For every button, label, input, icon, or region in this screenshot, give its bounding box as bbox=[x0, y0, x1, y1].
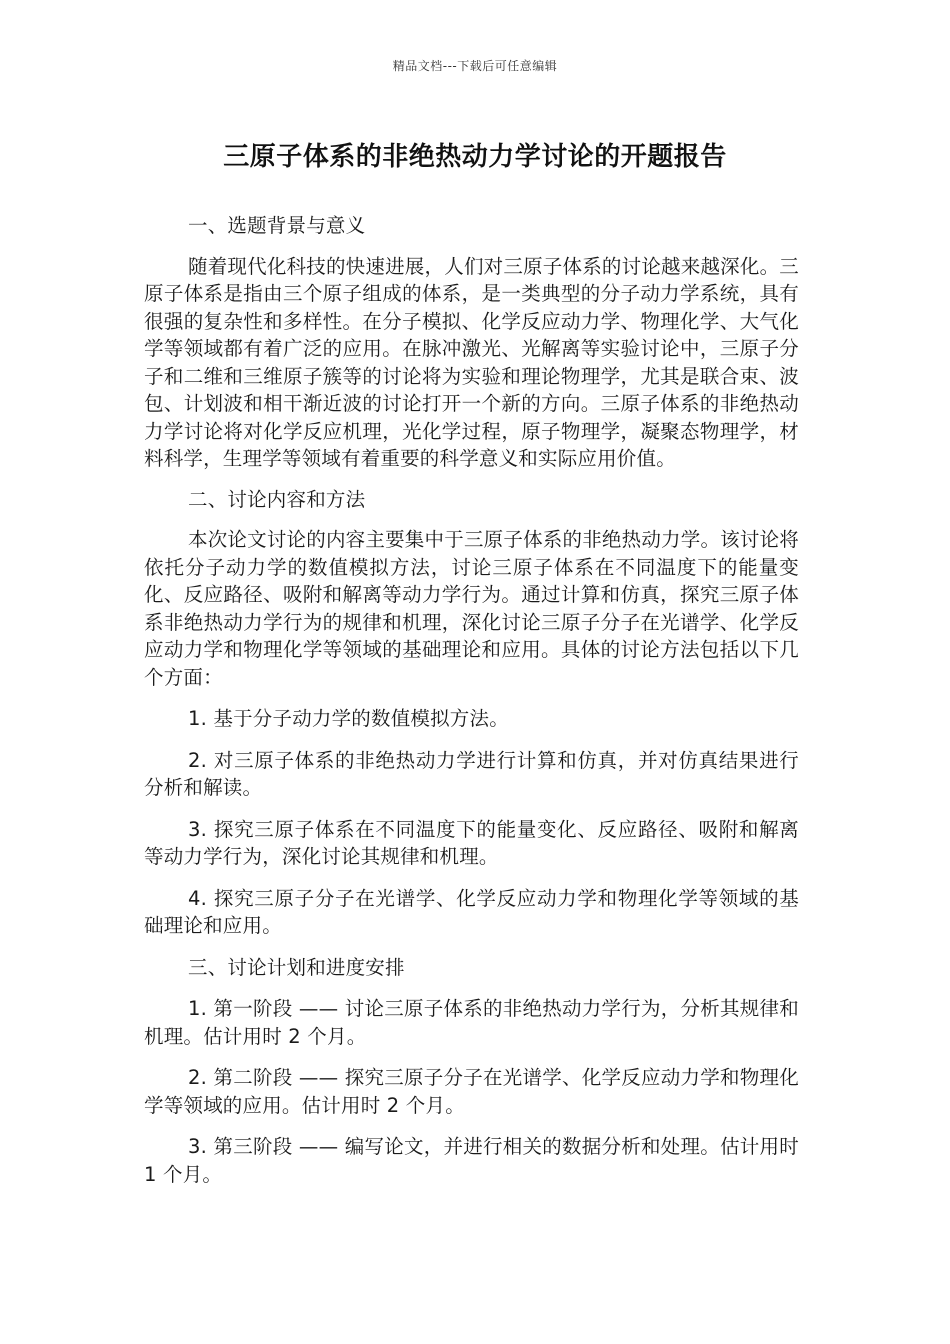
list-item-method-4: 4. 探究三原子分子在光谱学、化学反应动力学和物理化学等领域的基础理论和应用。 bbox=[144, 886, 799, 937]
list-item-phase-2: 2. 第二阶段 —— 探究三原子分子在光谱学、化学反应动力学和物理化学等领域的应用。估计用时 2 个月。 bbox=[144, 1066, 799, 1117]
list-item-phase-1: 1. 第一阶段 —— 讨论三原子体系的非绝热动力学行为，分析其规律和机理。估计用时 2 个月。 bbox=[144, 997, 799, 1048]
paragraph-background: 随着现代化科技的快速进展，人们对三原子体系的讨论越来越深化。三原子体系是指由三个原子组成的体系，是一类典型的分子动力学系统，具有很强的复杂性和多样性。在分子模拟、化学反应动力学、物理化学、大气化学等领域都有着广泛的应用。在脉冲激光、光解离等实验讨论中，三原子分子和二维和三维原子簇等的讨论将为实验和理论物理学，尤其是联合束、波包、计划波和相干渐近波的讨论打开一个新的方向。三原子体系的非绝热动力学讨论将对化学反应机理，光化学过程，原子物理学，凝聚态物理学，材料科学，生理学等领域有着重要的科学意义和实际应用价值。 bbox=[144, 254, 799, 470]
list-item-method-1: 1. 基于分子动力学的数值模拟方法。 bbox=[188, 707, 509, 730]
list-item-method-3: 3. 探究三原子体系在不同温度下的能量变化、反应路径、吸附和解离等动力学行为，深化讨论其规律和机理。 bbox=[144, 817, 799, 868]
paragraph-content-intro: 本次论文讨论的内容主要集中于三原子体系的非绝热动力学。该讨论将依托分子动力学的数值模拟方法，讨论三原子体系在不同温度下的能量变化、反应路径、吸附和解离等动力学行为。通过计算和仿真，探究三原子体系非绝热动力学行为的规律和机理，深化讨论三原子分子在光谱学、化学反应动力学和物理化学等领域的基础理论和应用。具体的讨论方法包括以下几个方面： bbox=[144, 528, 799, 689]
section-heading-plan: 三、讨论计划和进度安排 bbox=[188, 955, 405, 979]
document-title: 三原子体系的非绝热动力学讨论的开题报告 bbox=[223, 142, 727, 172]
section-heading-background: 一、选题背景与意义 bbox=[188, 214, 366, 237]
list-item-method-2: 2. 对三原子体系的非绝热动力学进行计算和仿真，并对仿真结果进行分析和解读。 bbox=[144, 748, 799, 799]
section-heading-content-methods: 二、讨论内容和方法 bbox=[188, 487, 366, 511]
document-body bbox=[144, 212, 799, 1188]
list-item-phase-3: 3. 第三阶段 —— 编写论文，并进行相关的数据分析和处理。估计用时 1 个月。 bbox=[144, 1135, 799, 1186]
header-note: 精品文档---下载后可任意编辑 bbox=[392, 59, 558, 73]
